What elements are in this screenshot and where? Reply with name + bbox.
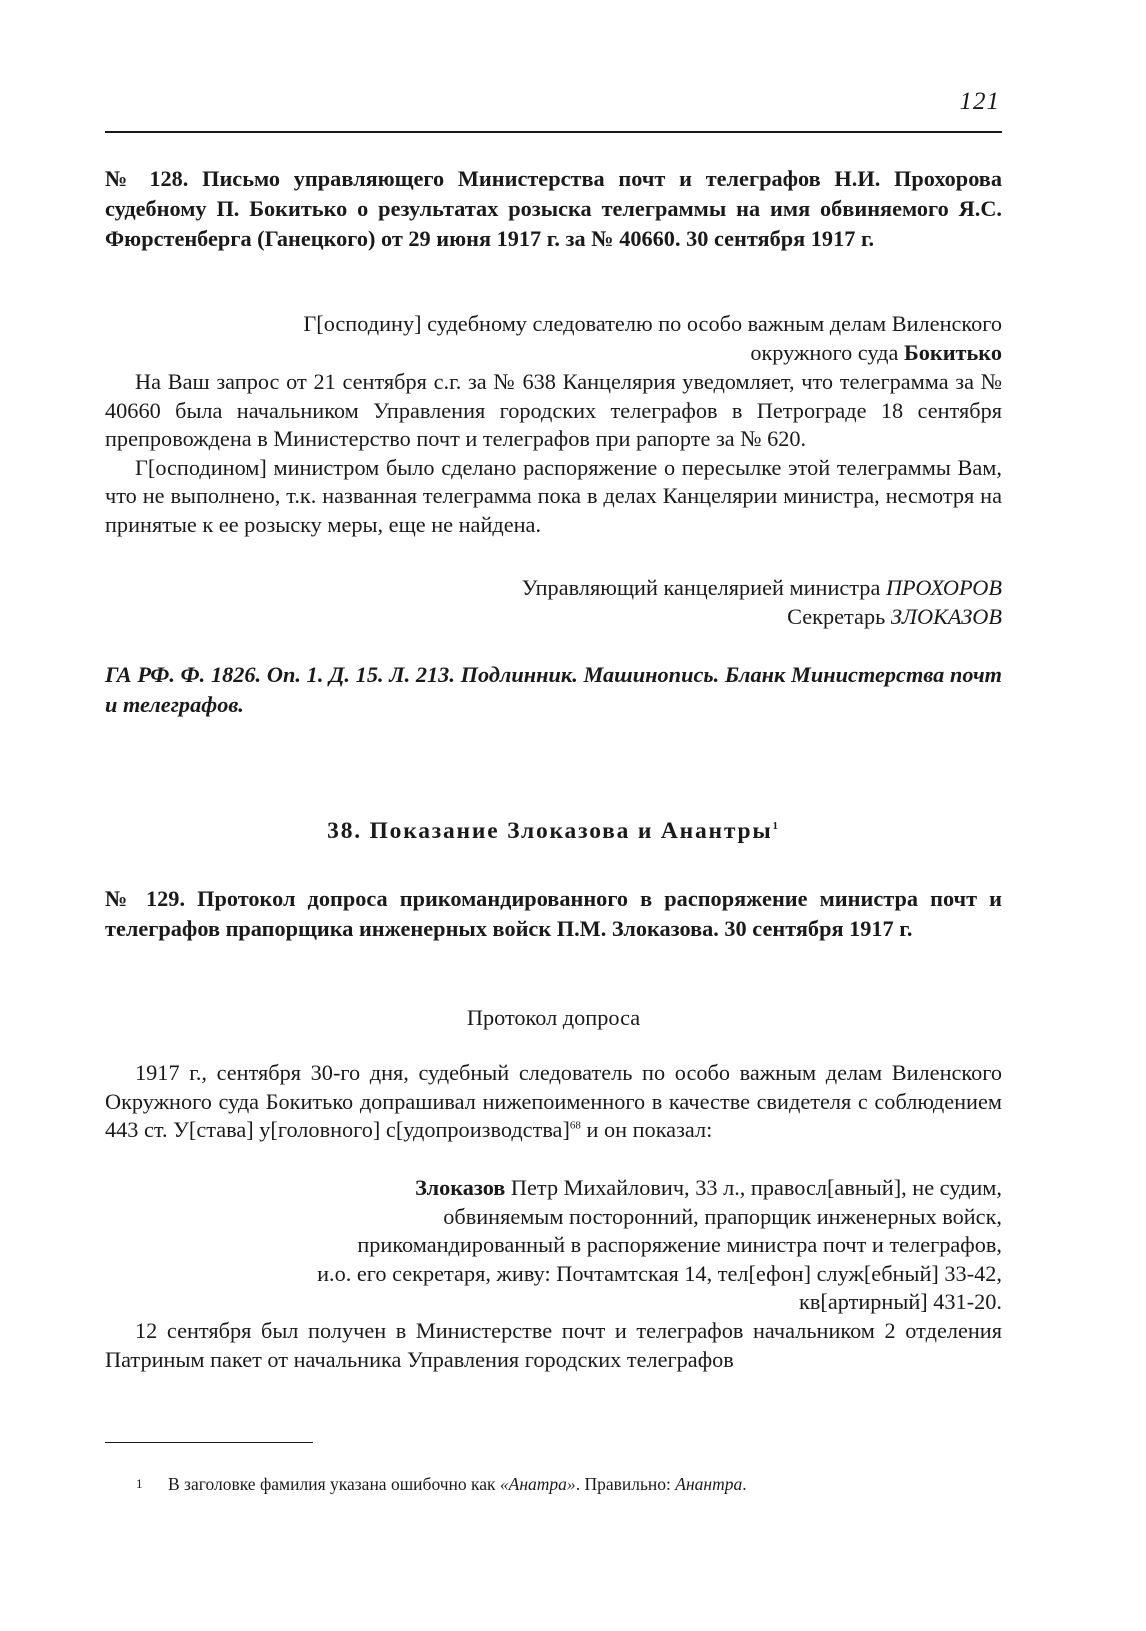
witness-name: Злоказов [415, 1175, 506, 1200]
witness-line-1 [105, 1174, 1002, 1203]
doc-129-subtitle: Протокол допроса [466, 1005, 641, 1030]
signature-zlokazov [105, 603, 1002, 632]
intro-footnote-ref: 68 [569, 1119, 581, 1132]
signature-2-title: Секретарь [787, 603, 891, 629]
doc-128-heading: № 128. Письмо управляющего Министерства почт и телеграфов Н.И. Прохорова судебному П. Бокитько о результатах розыска телеграммы на имя обвиняемого Я.С. Фюрстенберга (Ганецкого) от 29 июня 1917 г. за № 40660. 30 сентября 1917 г. [105, 166, 1002, 251]
doc-129-intro-paragraph [105, 1059, 1002, 1145]
footnote-mark: 1 [136, 1476, 143, 1491]
doc-129-testimony [105, 1317, 1002, 1374]
page-number: 121 [959, 88, 1000, 115]
doc-129-heading: № 129. Протокол допроса прикомандированного в распоряжение министра почт и телеграфов прапорщика инженерных войск П.М. Злоказова. 30 сентября 1917 г. [105, 886, 1002, 941]
intro-text: 1917 г., сентября 30-го дня, судебный следователь по особо важным делам Виленского Окружного суда Бокитько допрашивал нижепоименного в качестве свидетеля с соблюдением 443 ст. У[става] у[головного] с[удопроизводства] [105, 1060, 1002, 1143]
witness-line-4: и.о. его секретаря, живу: Почтамтская 14, тел[ефон] служ[ебный] 33-42, [317, 1260, 1002, 1286]
witness-line-5: кв[артирный] 431-20. [799, 1289, 1002, 1315]
witness-block [105, 1174, 1002, 1317]
footnote-right-name: Анантра [675, 1474, 743, 1494]
witness-line-2: обвиняемым посторонний, прапорщик инженерных войск, [443, 1203, 1002, 1229]
witness-details-1: Петр Михайлович, 33 л., правосл[авный], не судим, [505, 1175, 1002, 1200]
header-rule [105, 131, 1002, 133]
doc-128-addressee [105, 310, 1002, 367]
doc-128-paragraph-1: На Ваш запрос от 21 сентября с.г. за № 638 Канцелярия уведомляет, что телеграмма за № 40660 была начальником Управления городских телеграфов в Петрограде 18 сентября препровождена в Министерство почт и телеграфов при рапорте за № 620. [105, 369, 1002, 452]
doc-128-signatures [105, 574, 1002, 631]
witness-line-3: прикомандированный в распоряжение министра почт и телеграфов, [357, 1232, 1002, 1258]
signature-2-name: ЗЛОКАЗОВ [890, 603, 1002, 629]
footnote-text-3: . [742, 1474, 747, 1494]
addressee-line-1: Г[осподину] судебному следователю по особо важным делам Виленского [303, 311, 1002, 336]
doc-129-intro [105, 1059, 1002, 1145]
footnote-rule [105, 1442, 313, 1443]
footnote-wrong-name: «Анатра» [499, 1474, 576, 1494]
section-38-title [105, 818, 1002, 845]
footnote [136, 1472, 996, 1496]
signature-1-title: Управляющий канцелярией министра [521, 575, 886, 600]
addressee-name: Бокитько [903, 339, 1002, 365]
doc-128-archive-source: ГА РФ. Ф. 1826. Оп. 1. Д. 15. Л. 213. Подлинник. Машинопись. Бланк Министерства почт и телеграфов. [105, 662, 1002, 717]
section-title-text: 38. Показание Злоказова и Анантры [327, 818, 773, 844]
footnote-ref: 1 [772, 820, 780, 833]
doc-128-paragraph-2: Г[осподином] министром было сделано распоряжение о пересылке этой телеграммы Вам, что не выполнено, т.к. названная телеграмма пока в делах Канцелярии министра, несмотря на принятые к ее розыску меры, еще не найдена. [105, 454, 1002, 537]
signature-1-name: ПРОХОРОВ [885, 575, 1002, 600]
signature-prokhorov [105, 574, 1002, 603]
addressee-line-2 [105, 339, 1002, 368]
intro-end: и он показал: [580, 1117, 713, 1143]
testimony-paragraph: 12 сентября был получен в Министерстве почт и телеграфов начальником 2 отделения Патриным пакет от начальника Управления городских телеграфов [105, 1318, 1002, 1372]
addressee-court: окружного суда [750, 339, 904, 365]
footnote-text-2: . Правильно: [575, 1474, 676, 1494]
footnote-text-1: В заголовке фамилия указана ошибочно как [168, 1474, 500, 1494]
doc-128-body [105, 368, 1002, 540]
